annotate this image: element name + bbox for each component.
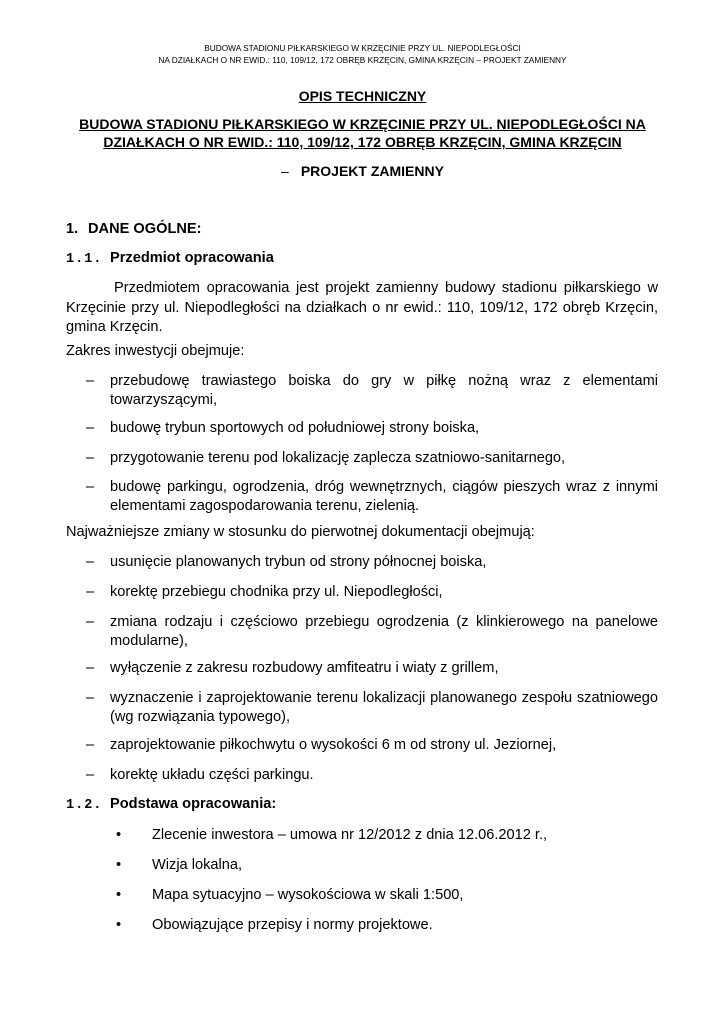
dash-marker: – bbox=[86, 767, 95, 783]
list-item bbox=[114, 826, 658, 845]
list-item bbox=[86, 689, 658, 727]
list-item-text: budowę parkingu, ogrodzenia, dróg wewnętrznych, ciągów pieszych wraz z innymi elementami zagospodarowania terenu, zielenią. bbox=[110, 479, 658, 514]
dash-marker: – bbox=[86, 660, 95, 676]
list-item bbox=[114, 886, 658, 905]
document-variant bbox=[0, 163, 725, 179]
section-1-title: DANE OGÓLNE: bbox=[88, 221, 202, 237]
document-subtitle: BUDOWA STADIONU PIŁKARSKIEGO W KRZĘCINIE PRZY UL. NIEPODLEGŁOŚCI NA DZIAŁKACH O NR EWID.: 110, 109/12, 172 OBRĘB KRZĘCIN, GMINA KRZĘCIN bbox=[79, 116, 646, 150]
list-item bbox=[86, 449, 658, 468]
dash-marker: – bbox=[86, 737, 95, 753]
intro-paragraph: Przedmiotem opracowania jest projekt zamienny budowy stadionu piłkarskiego w Krzęcinie przy ul. Niepodległości na działkach o nr ewid.: 110, 109/12, 172 obręb Krzęcin, gmina Krzęcin. bbox=[66, 280, 658, 335]
dash-marker: – bbox=[86, 614, 95, 630]
list-item-text: usunięcie planowanych trybun od strony północnej boiska, bbox=[110, 554, 487, 570]
header-line-2: NA DZIAŁKACH O NR EWID.: 110, 109/12, 172 OBRĘB KRZĘCIN, GMINA KRZĘCIN – PROJEKT ZAMIENNY bbox=[158, 55, 567, 65]
scope-label: Zakres inwestycji obejmuje: bbox=[66, 343, 245, 359]
section-1-heading bbox=[66, 221, 202, 237]
dash-marker: – bbox=[86, 690, 95, 706]
list-item-text: wyznaczenie i zaprojektowanie terenu lokalizacji planowanego zespołu szatniowego (wg rozwiązania typowego), bbox=[110, 690, 658, 725]
list-item bbox=[86, 613, 658, 651]
page-header bbox=[0, 42, 725, 66]
dash-marker: – bbox=[86, 450, 95, 466]
bullet-marker: • bbox=[116, 917, 122, 933]
list-item bbox=[86, 419, 658, 438]
subsection-1-1-title: Przedmiot opracowania bbox=[110, 250, 274, 266]
bullet-marker: • bbox=[116, 887, 122, 903]
changes-label: Najważniejsze zmiany w stosunku do pierwotnej dokumentacji obejmują: bbox=[66, 524, 535, 540]
bullet-marker: • bbox=[116, 857, 122, 873]
dash-marker: – bbox=[86, 479, 95, 495]
subsection-1-1-number: 1.1. bbox=[66, 252, 103, 267]
list-item-text: Obowiązujące przepisy i normy projektowe. bbox=[152, 917, 433, 933]
dash-marker: – bbox=[86, 420, 95, 436]
document-title: OPIS TECHNICZNY bbox=[298, 88, 427, 104]
variant-label: PROJEKT ZAMIENNY bbox=[300, 163, 444, 179]
list-item bbox=[114, 856, 658, 875]
list-item-text: korektę przebiegu chodnika przy ul. Niepodległości, bbox=[110, 584, 443, 600]
subsection-1-2-title: Podstawa opracowania: bbox=[110, 796, 277, 812]
dash-marker: – bbox=[86, 554, 95, 570]
list-item bbox=[86, 478, 658, 516]
bullet-marker: • bbox=[116, 827, 122, 843]
list-item bbox=[86, 659, 658, 678]
dash-marker: – bbox=[86, 373, 95, 389]
list-item-text: Zlecenie inwestora – umowa nr 12/2012 z dnia 12.06.2012 r., bbox=[152, 827, 548, 843]
subsection-1-2-number: 1.2. bbox=[66, 798, 103, 813]
list-item bbox=[86, 583, 658, 602]
list-item bbox=[86, 372, 658, 410]
subsection-1-1-heading bbox=[66, 250, 274, 267]
list-item bbox=[86, 736, 658, 755]
list-item bbox=[86, 766, 658, 785]
list-item-text: korektę układu części parkingu. bbox=[110, 767, 314, 783]
variant-dash: – bbox=[281, 163, 289, 179]
header-line-1: BUDOWA STADIONU PIŁKARSKIEGO W KRZĘCINIE PRZY UL. NIEPODLEGŁOŚCI bbox=[204, 43, 521, 53]
list-item-text: przygotowanie terenu pod lokalizację zaplecza szatniowo-sanitarnego, bbox=[110, 450, 566, 466]
list-item-text: Mapa sytuacyjno – wysokościowa w skali 1:500, bbox=[152, 887, 464, 903]
dash-marker: – bbox=[86, 584, 95, 600]
list-item bbox=[86, 553, 658, 572]
list-item-text: wyłączenie z zakresu rozbudowy amfiteatru i wiaty z grillem, bbox=[110, 660, 499, 676]
list-item-text: zaprojektowanie piłkochwytu o wysokości 6 m od strony ul. Jeziornej, bbox=[110, 737, 557, 753]
list-item-text: Wizja lokalna, bbox=[152, 857, 243, 873]
list-item bbox=[114, 916, 658, 935]
list-item-text: budowę trybun sportowych od południowej strony boiska, bbox=[110, 420, 480, 436]
subsection-1-2-heading bbox=[66, 796, 276, 813]
list-item-text: przebudowę trawiastego boiska do gry w piłkę nożną wraz z elementami towarzyszącymi, bbox=[110, 373, 658, 408]
list-item-text: zmiana rodzaju i częściowo przebiegu ogrodzenia (z klinkierowego na panelowe modularne), bbox=[110, 614, 658, 649]
section-1-number: 1. bbox=[66, 221, 79, 237]
